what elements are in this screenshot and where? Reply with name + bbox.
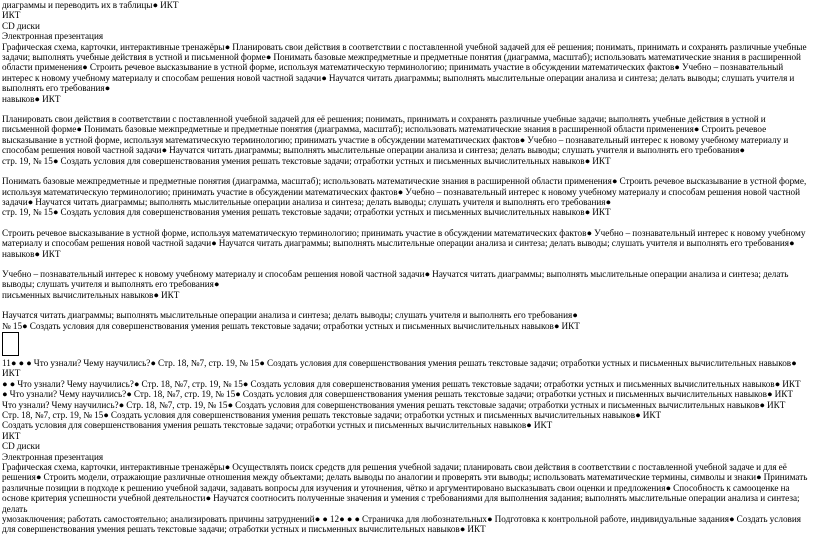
text-paragraph: Строить речевое высказывание в устной форме, используя математическую терминологию; принимать участие в обсуждении математических фактов● Учебно – познавательный интерес к новому учебному материалу и способам решения новой частной задачи● Научатся читать диаграммы; выполнять мыслительные операции анализа и синтеза; делать выводы; слушать учителя и выполнять его требования●: [2, 227, 806, 249]
text-line: ИКТ: [2, 430, 21, 441]
empty-table-cell: [2, 332, 19, 356]
text-line: CD диски: [2, 441, 40, 452]
document-body: [2, 0, 812, 535]
spacer: [2, 166, 812, 176]
spacer: [2, 259, 812, 269]
text-line: диаграммы и переводить их в таблицы● ИКТ: [2, 0, 179, 10]
spacer: [2, 300, 812, 310]
text-line: стр. 19, № 15● Создать условия для совершенствования умения решать текстовые задачи; отработки устных и письменных вычислительных навыков● ИКТ: [2, 207, 611, 218]
text-line: Создать условия для совершенствования умения решать текстовые задачи; отработки устных и письменных вычислительных навыков● ИКТ: [2, 420, 553, 431]
text-line: ● Что узнали? Чему научились?● Стр. 18, №7, стр. 19, № 15● Создать условия для совершенствования умения решать текстовые задачи; отработки устных и письменных вычислительных навыков● ИКТ: [2, 389, 794, 400]
text-paragraph: Планировать свои действия в соответствии с поставленной учебной задачей для её решения; понимать, принимать и сохранять различные учебные задачи; выполнять учебные действия в устной и письменной форме● Понимать базовые межпредметные и предметные понятия (диаграмма, масштаб); использовать математические знания в расширенной области применения● Строить речевое высказывание в устной форме, используя математическую терминологию; принимать участие в обсуждении математических фактов● Учебно – познавательный интерес к новому учебному материалу и способам решения новой частной задачи● Научатся читать диаграммы; выполнять мыслительные операции анализа и синтеза; делать выводы; слушать учителя и выполнять его требования●: [2, 114, 789, 156]
text-line: навыков● ИКТ: [2, 93, 61, 104]
text-paragraph: Понимать базовые межпредметные и предметные понятия (диаграмма, масштаб); использовать математические знания в расширенной области применения● Строить речевое высказывание в устной форме, используя математическую терминологию; принимать участие в обсуждении математических фактов● Учебно – познавательный интерес к новому учебному материалу и способам решения новой частной задачи● Научатся читать диаграммы; выполнять мыслительные операции анализа и синтеза; делать выводы; слушать учителя и выполнять его требования●: [2, 176, 807, 207]
text-paragraph: Графическая схема, карточки, интерактивные тренажёры● Планировать свои действия в соответствии с поставленной учебной задачей для её решения; понимать, принимать и сохранять различные учебные задачи; выполнять учебные действия в устной и письменной форме● Понимать базовые межпредметные и предметные понятия (диаграмма, масштаб); использовать математические знания в расширенной области применения● Строить речевое высказывание в устной форме, используя математическую терминологию; принимать участие в обсуждении математических фактов● Учебно – познавательный интерес к новому учебному материалу и способам решения новой частной задачи● Научатся читать диаграммы; выполнять мыслительные операции анализа и синтеза; делать выводы; слушать учителя и выполнять его требования●: [2, 41, 807, 94]
text-line: Научатся читать диаграммы; выполнять мыслительные операции анализа и синтеза; делать выводы; слушать учителя и выполнять его требования●: [2, 310, 578, 321]
text-paragraph: умозаключения; работать самостоятельно; анализировать причины затруднений● ● 12● ● ● Страничка для любознательных● Подготовка к контрольной работе, индивидуальные задания● Создать условия для совершенствования умения решать текстовые задачи; отработки устных и письменных вычислительных навыков● ИКТ: [2, 514, 802, 535]
text-paragraph: Учебно – познавательный интерес к новому учебному материалу и способам решения новой частной задачи● Научатся читать диаграммы; выполнять мыслительные операции анализа и синтеза; делать выводы; слушать учителя и выполнять его требования●: [2, 268, 789, 290]
spacer: [2, 218, 812, 228]
spacer: [2, 104, 812, 114]
text-line: Стр. 18, №7, стр. 19, № 15● Создать условия для совершенствования умения решать текстовые задачи; отработки устных и письменных вычислительных навыков● ИКТ: [2, 410, 662, 420]
text-line: навыков● ИКТ: [2, 248, 61, 259]
text-line: 11● ● ● Что узнали? Чему научились?● Стр. 18, №7, стр. 19, № 15● Создать условия для совершенствования умения решать текстовые задачи; отработки устных и письменных вычислительных навыков● ИКТ: [2, 357, 797, 379]
text-line: № 15● Создать условия для совершенствования умения решать текстовые задачи; отработки устных и письменных вычислительных навыков● ИКТ: [2, 320, 580, 331]
text-line: Что узнали? Чему научились?● Стр. 18, №7, стр. 19, № 15● Создать условия для совершенствования умения решать текстовые задачи; отработки устных и письменных вычислительных навыков● ИКТ: [2, 399, 786, 410]
text-line: Электронная презентация: [2, 451, 104, 462]
text-line: письменных вычислительных навыков● ИКТ: [2, 289, 180, 300]
text-line: CD диски: [2, 20, 40, 31]
text-line: ● ● Что узнали? Чему научились?● Стр. 18, №7, стр. 19, № 15● Создать условия для совершенствования умения решать текстовые задачи; отработки устных и письменных вычислительных навыков● ИКТ: [2, 378, 801, 389]
text-line: ИКТ: [2, 10, 21, 21]
text-line: стр. 19, № 15● Создать условия для совершенствования умения решать текстовые задачи; отработки устных и письменных вычислительных навыков● ИКТ: [2, 155, 611, 166]
text-line: Электронная презентация: [2, 31, 104, 42]
text-paragraph: Графическая схема, карточки, интерактивные тренажёры● Осуществлять поиск средств для решения учебной задачи; планировать свои действия в соответствии с поставленной учебной задаче и для её решения● Строить модели, отражающие различные отношения между объектами; делать выводы по аналогии и проверять эти выводы; использовать математические термины, символы и знаки● Принимать различные позиции в подходе к решению учебной задачи, задавать вопросы для изучения и уточнения, чётко и аргументировано высказывать свои оценки и предложения● Способность к самооценке на основе критерия успешности учебной деятельности● Научатся соотносить полученные значения и умения с требованиями для выполнения задания; выполнять мыслительные операции анализа и синтеза; делать: [2, 462, 808, 514]
